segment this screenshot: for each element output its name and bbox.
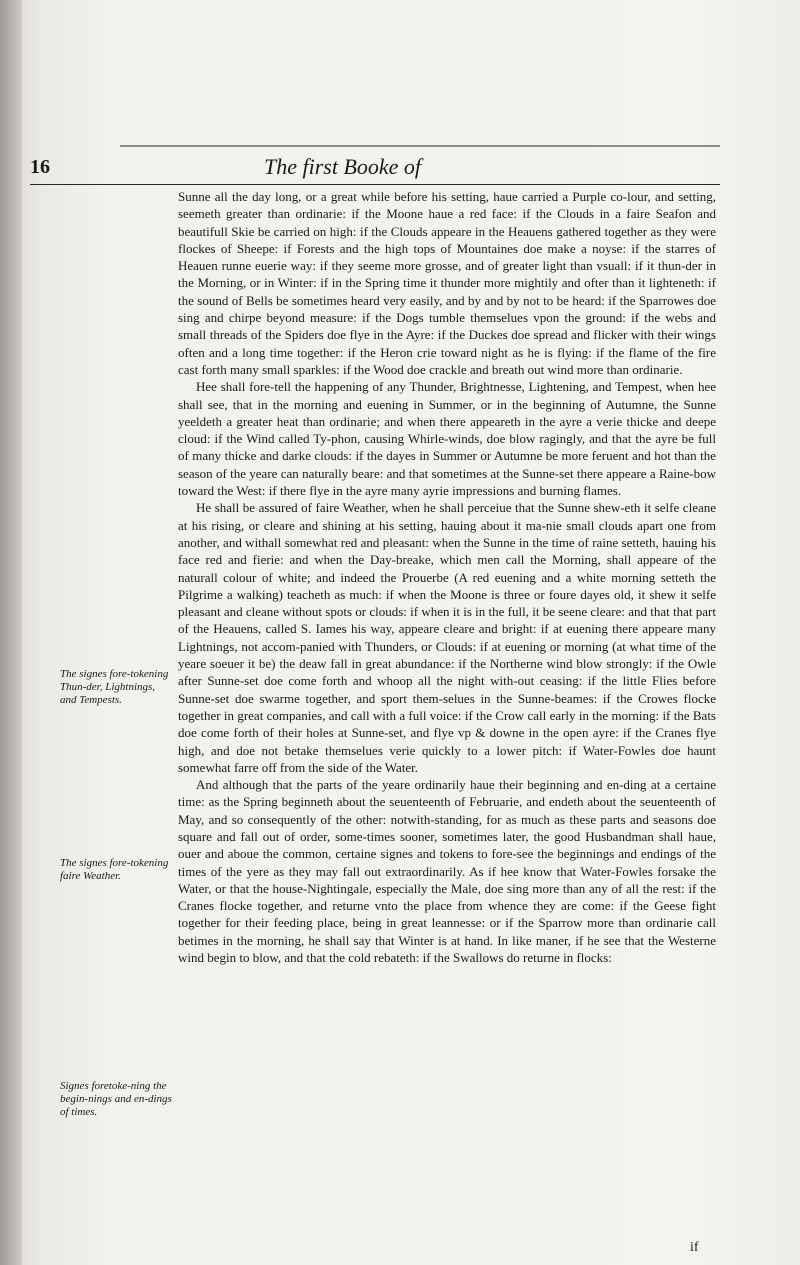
sidenote-fair-weather: The signes fore-tokening faire Weather.	[60, 857, 169, 882]
main-text	[178, 188, 716, 966]
paragraph-seasons: And although that the parts of the yeare ordinarily haue their beginning and en-ding at a certaine time: as the Spring beginneth about the seuenteenth of Februarie, and endeth about the seuenteenth of May, and so consequently of the other: notwith-standing, for as much as these parts and seasons doe square and fall out of order, some-times sooner, sometimes later, the good Husbandman shall haue, ouer and aboue the common, certaine signes and tokens to fore-see the beginnings and endings of the times of the yere as they may fall out extraordinarily. As if hee know that Water-Fowles forsake the Water, or that the house-Nightingale, especially the Male, doe sing more than any of all the rest: if the Cranes flocke together, and returne vnto the place from whence they are come: if the Geese fight together for their feeding place, being in great leannesse: or if the Sparrow more than ordinarie call betimes in the morning, he shall say that Winter is at hand. In like maner, if he see that the Westerne wind begin to blow, and that the cold rebateth: if the Swallows do returne in flocks:	[178, 777, 716, 966]
running-title: The first Booke of	[264, 154, 422, 179]
paragraph-thunder: Hee shall fore-tell the happening of any Thunder, Brightnesse, Lightening, and Tempest, when hee shall see, that in the morning and euening in Summer, or in the beginning of Autumne, the Sunne yeeldeth a greater heat than ordinarie; and when there appeareth in the ayre a verie thicke and deepe cloud: if the Wind called Ty-phon, causing Whirle-winds, doe blow ragingly, and that the ayre be full of many thicke and darke clouds: if the dayes in Summer or Autumne be more feruent and hot than the season of the yeare can naturally beare: and that sometimes at the Sunne-set there appeare a Raine-bow toward the West: if there flye in the ayre many ayrie impressions and burning flames.	[178, 379, 716, 499]
sidenote-thunder: The signes fore-tokening Thun-der, Lightnings, and Tempests.	[60, 668, 169, 706]
header-rule	[30, 184, 720, 185]
paragraph-fair-weather: He shall be assured of faire Weather, when he shall perceiue that the Sunne shew-eth it selfe cleane at his rising, or cleare and shining at his setting, hauing about it ma-nie small clouds apart one from another, and withall somewhat red and pleasant: when the Sunne in the time of raine setteth, hauing his face red and fierie: and when the Day-breake, which men call the Morning, shall appeare of the naturall colour of white; and indeed the Prouerbe (A red euening and a white morning setteth the Pilgrime a walking) teacheth as much: if when the Moone is three or foure dayes old, it shew it selfe pleasant and cleane without spots or clouds: if when it is in the full, it be seene cleare: and that that part of the Heauens, called S. Iames his way, appeare cleare and bright: if at euening there appeare many Lightnings, not accom-panied with Thunders, or Clouds: if at euening or morning (at what time of the yeare soeuer it be) the deaw fall in great abundance: if the Northerne wind blow strongly: if the Owle after Sunne-set doe come forth and whoop all the night with-out ceasing: if the little Flies before Sunne-set doe swarme together, and sport them-selues in the Sunne-beames: if the Crowes flocke together in great companies, and call with a full voice: if the Crow call early in the morning: if the Bats doe come forth of their holes at Sunne-set, and flye vp & downe in the open ayre: if the Cranes flye high, and doe not betake themselues verie quickly to a lower pitch: if Water-Fowles doe haunt somewhat farre off from the side of the Water.	[178, 500, 716, 775]
sidenote-times: Signes foretoke-ning the begin-nings and en-dings of times.	[60, 1080, 172, 1118]
top-rule	[120, 145, 720, 147]
binding-gutter	[0, 0, 22, 1265]
page-number: 16	[30, 156, 50, 178]
paragraph-signs-of-tempest: Sunne all the day long, or a great while before his setting, haue carried a Purple co-lour, and setting, seemeth greater than ordinarie: if the Moone haue a red face: if the Clouds in a faire Seafon and beautifull Skie be carried on high: if the Clouds appeare in the Heauens gathered together as they were flockes of Sheepe: if Forests and the high tops of Mountaines doe make a noyse: if the starres of Heauen runne euerie way: if they seeme more grosse, and of greater light than vsuall: if it thun-der in the Morning, or in Winter: if in the Spring time it thunder more mightily and ofter than it lighteneth: if the sound of Bells be sometimes heard very easily, and by and by not to be heard: if the Sparrowes doe sing and chirpe beyond measure: if the Dogs tumble themselues vpon the ground: if the webs and small threads of the Spiders doe flye in the Ayre: if the Duckes doe spread and flicker with their wings often and a long time together: if the Heron crie toward night as he is flying: if the flame of the fire cast forth many small sparkles: if the Wood doe crackle and breath out wind more than ordinarie.	[178, 189, 716, 377]
page-header	[30, 152, 750, 182]
catchword: if	[690, 1240, 699, 1255]
